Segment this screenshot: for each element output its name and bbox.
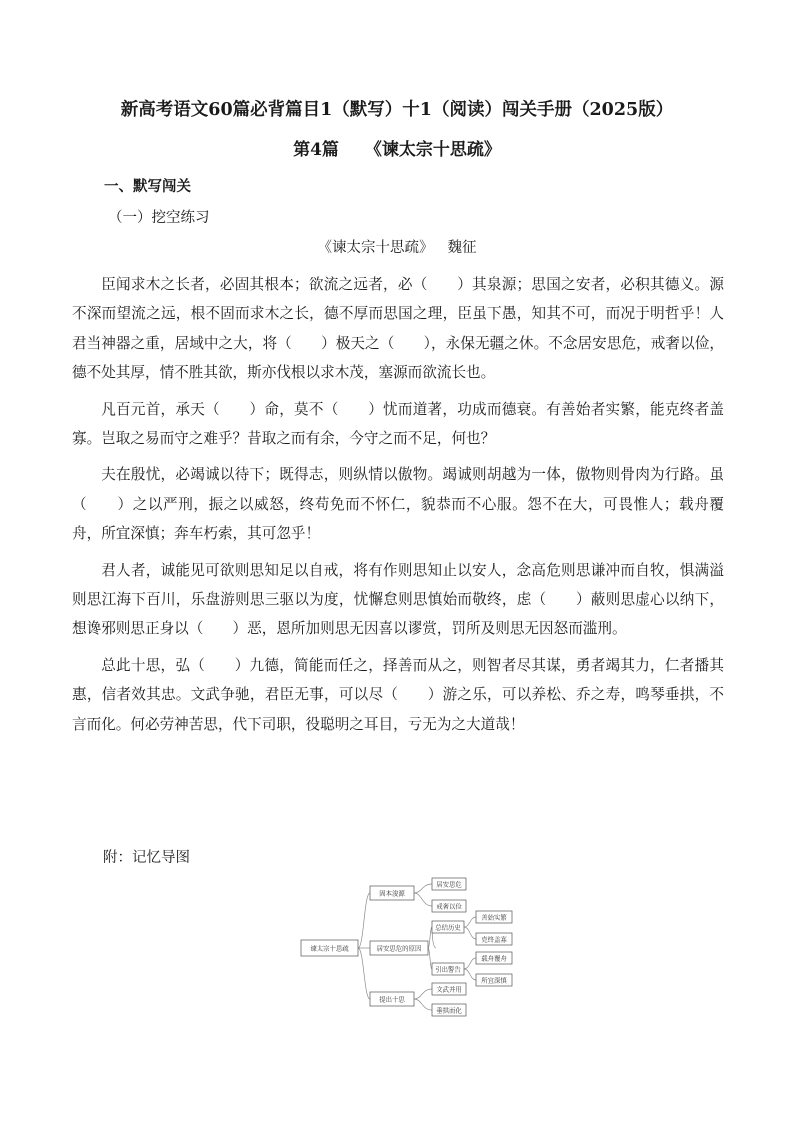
mindmap-root-label: 谏太宗十思疏 — [310, 944, 349, 953]
mindmap-branch-label: 固本浚源 — [379, 889, 405, 898]
paragraph: 君人者，诚能见可欲则思知足以自戒，将有作则思知止以安人，念高危则思谦冲而自牧，惧满溢则思江海下百川，乐盘游则思三驱以为度，忧懈怠则思慎始而敬终，虑（ ）蔽则思虚心以纳下，想谗邪则思正身以（ ）恶，恩所加则思无因喜以谬赏，罚所及则思无因怒而滥刑。 — [72, 561, 724, 638]
subsection-heading: （一）挖空练习 — [108, 210, 210, 226]
mindmap-leaf-label: 垂拱而化 — [436, 1006, 462, 1015]
document-title: 新高考语文60篇必背篇目1（默写）十1（阅读）闯关手册（2025版） — [120, 100, 674, 120]
mindmap-branch-label: 提出十思 — [379, 995, 405, 1004]
paragraph: 总此十思，弘（ ）九德，简能而任之，择善而从之，则智者尽其谋，勇者竭其力，仁者播其惠，信者效其忠。文武争驰，君臣无事，可以尽（ ）游之乐，可以养松、乔之寿，鸣琴垂拱，不言而化。何必劳神苦思，代下司职，役聪明之耳目，亏无为之大道哉！ — [72, 656, 724, 733]
mind-map — [298, 874, 520, 1022]
mindmap-leaf-label: 文武并用 — [436, 985, 462, 994]
mindmap-subleaf-label: 所宜深慎 — [481, 976, 507, 985]
section-heading: 一、默写闯关 — [104, 179, 191, 195]
paragraph: 臣闻求木之长者，必固其根本；欲流之远者，必（ ）其泉源；思国之安者，必积其德义。源不深而望流之远，根不固而求木之长，德不厚而思国之理，臣虽下愚，知其不可，而况于明哲乎！人君当神器之重，居域中之大，将（ ）极天之（ ），永保无疆之休。不念居安思危，戒奢以俭，德不处其厚，情不胜其欲，斯亦伐根以求木茂，塞源而欲流长也。 — [72, 276, 724, 382]
poem-author: 魏征 — [447, 240, 477, 256]
poem-title: 《谏太宗十思疏》 — [317, 240, 434, 256]
paragraph: 夫在殷忧，必竭诚以待下；既得志，则纵情以傲物。竭诚则胡越为一体，傲物则骨肉为行路。虽（ ）之以严刑，振之以威怒，终苟免而不怀仁，貌恭而不心服。怨不在大，可畏惟人；载舟覆舟，所宜深慎；奔车朽索，其可忽乎！ — [72, 466, 724, 543]
mindmap-leaf-label: 引出警告 — [435, 965, 461, 974]
mindmap-leaf-label: 居安思危 — [436, 880, 462, 889]
mindmap-subleaf-label: 善始实繁 — [481, 913, 507, 922]
mindmap-leaf-label: 戒奢以俭 — [436, 902, 462, 911]
poem-body — [72, 270, 724, 746]
mindmap-leaf-label: 总结历史 — [435, 923, 461, 932]
poem-heading — [0, 236, 794, 257]
paragraph: 凡百元首，承天（ ）命，莫不（ ）忧而道著，功成而德衰。有善始者实繁，能克终者盖寡。岂取之易而守之难乎？昔取之而有余，今守之而不足，何也？ — [72, 400, 724, 448]
mindmap-subleaf-label: 克终盖寡 — [481, 935, 507, 944]
chapter-heading — [0, 135, 794, 160]
chapter-title: 《谏太宗十思疏》 — [364, 140, 501, 160]
mindmap-subleaf-label: 载舟覆舟 — [481, 954, 507, 963]
chapter-number: 第4篇 — [293, 140, 339, 160]
appendix-label: 附：记忆导图 — [103, 850, 190, 866]
mindmap-branch-label: 居安思危的原因 — [376, 944, 422, 953]
